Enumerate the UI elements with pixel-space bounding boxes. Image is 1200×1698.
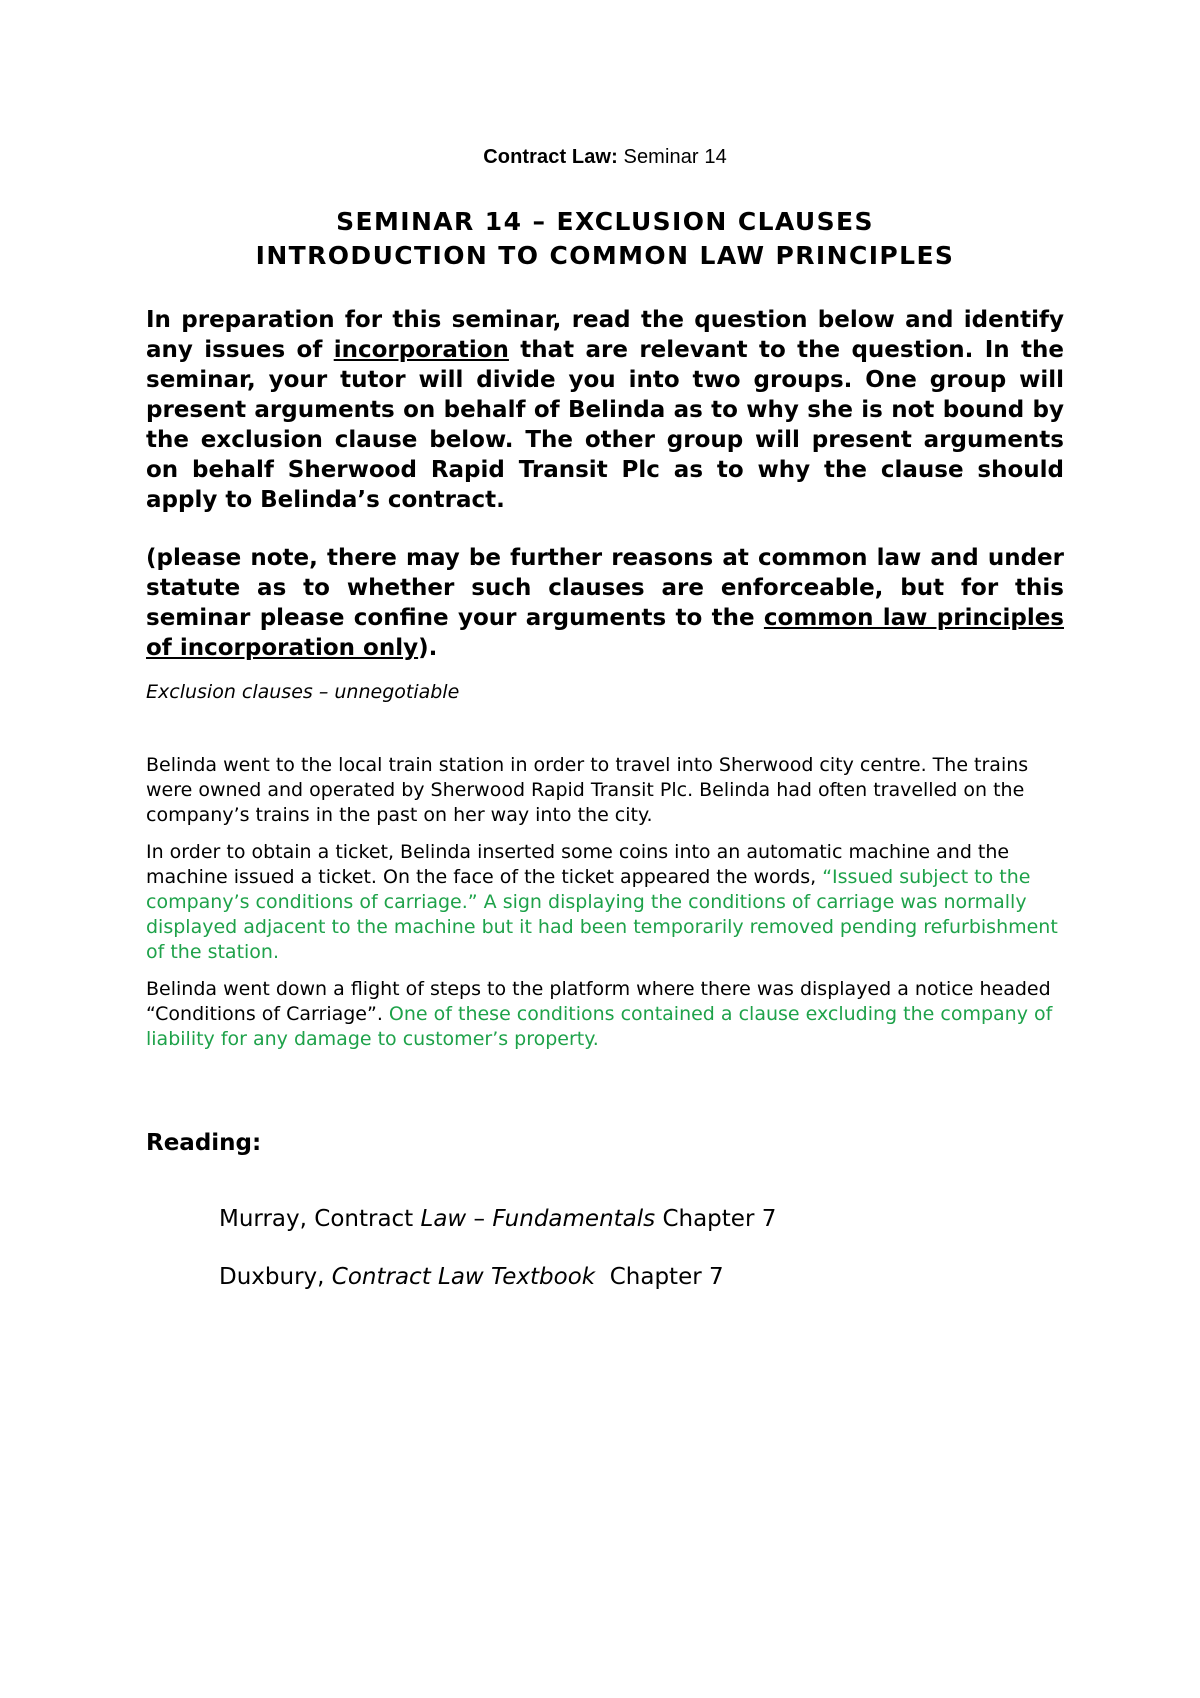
note-paragraph xyxy=(146,543,1064,663)
page-header xyxy=(146,146,1064,169)
note-text-after: ). xyxy=(418,635,438,661)
reading-1-chapter: Chapter 7 xyxy=(655,1206,777,1232)
reading-2-author: Duxbury, xyxy=(219,1264,332,1290)
note-underlined-principles: common law principles of incorporation only xyxy=(146,605,1064,661)
header-course: Contract Law: xyxy=(483,146,618,168)
scenario-subheading: Exclusion clauses – unnegotiable xyxy=(146,681,460,703)
scenario-paragraph-2 xyxy=(146,840,1064,965)
reading-2-title: Contract Law Textbook xyxy=(331,1264,596,1290)
document-content xyxy=(146,146,1064,1292)
reading-1-author: Murray, Contract xyxy=(219,1206,421,1232)
reading-item-murray xyxy=(219,1204,1064,1234)
intro-text-before: In preparation for this seminar, read the question below and identify any issues of xyxy=(146,307,1064,363)
scenario-p2-text: In order to obtain a ticket, Belinda inserted some coins into an automatic machine and the machine issued a ticket. On the face of the ticket appeared the words, xyxy=(146,841,1010,888)
reading-1-title-b: Fundamentals xyxy=(492,1206,656,1232)
scenario-p2-highlight: “Issued subject to the company’s conditions of carriage.” A sign displaying the conditions of carriage was normally displayed adjacent to the machine but it had been temporarily removed pending refurbishment of the station. xyxy=(146,866,1058,963)
reading-1-title-a: Law xyxy=(420,1206,467,1232)
note-text-before: (please note, there may be further reasons at common law and under statute as to whether such clauses are enforceable, but for this seminar please confine your arguments to the xyxy=(146,545,1064,631)
reading-item-duxbury xyxy=(219,1262,1064,1292)
reading-heading: Reading: xyxy=(146,1130,262,1156)
reading-2-chapter: Chapter 7 xyxy=(595,1264,724,1290)
header-seminar: Seminar 14 xyxy=(623,146,727,168)
scenario-paragraph-1: Belinda went to the local train station in order to travel into Sherwood city centre. The trains were owned and operated by Sherwood Rapid Transit Plc. Belinda had often travelled on the company’s trains in the past on her way into the city. xyxy=(146,754,1029,826)
scenario-p3-text: Belinda went down a flight of steps to the platform where there was displayed a notice headed “Conditions of Carriage”. xyxy=(146,978,1051,1025)
intro-text-after: that are relevant to the question. In the seminar, your tutor will divide you into two groups. One group will present arguments on behalf of Belinda as to why she is not bound by the exclusion clause below. The other group will present arguments on behalf Sherwood Rapid Transit Plc as to why the clause should apply to Belinda’s contract. xyxy=(146,337,1064,513)
scenario-p3-highlight: One of these conditions contained a clause excluding the company of liability for any damage to customer’s property. xyxy=(146,1003,1053,1050)
title-line-1: SEMINAR 14 – EXCLUSION CLAUSES xyxy=(336,207,874,236)
intro-paragraph xyxy=(146,305,1064,515)
reading-1-sep: – xyxy=(466,1206,493,1232)
intro-underlined-incorporation: incorporation xyxy=(333,337,509,363)
title-line-2: INTRODUCTION TO COMMON LAW PRINCIPLES xyxy=(255,241,955,270)
scenario-paragraph-3 xyxy=(146,977,1064,1052)
